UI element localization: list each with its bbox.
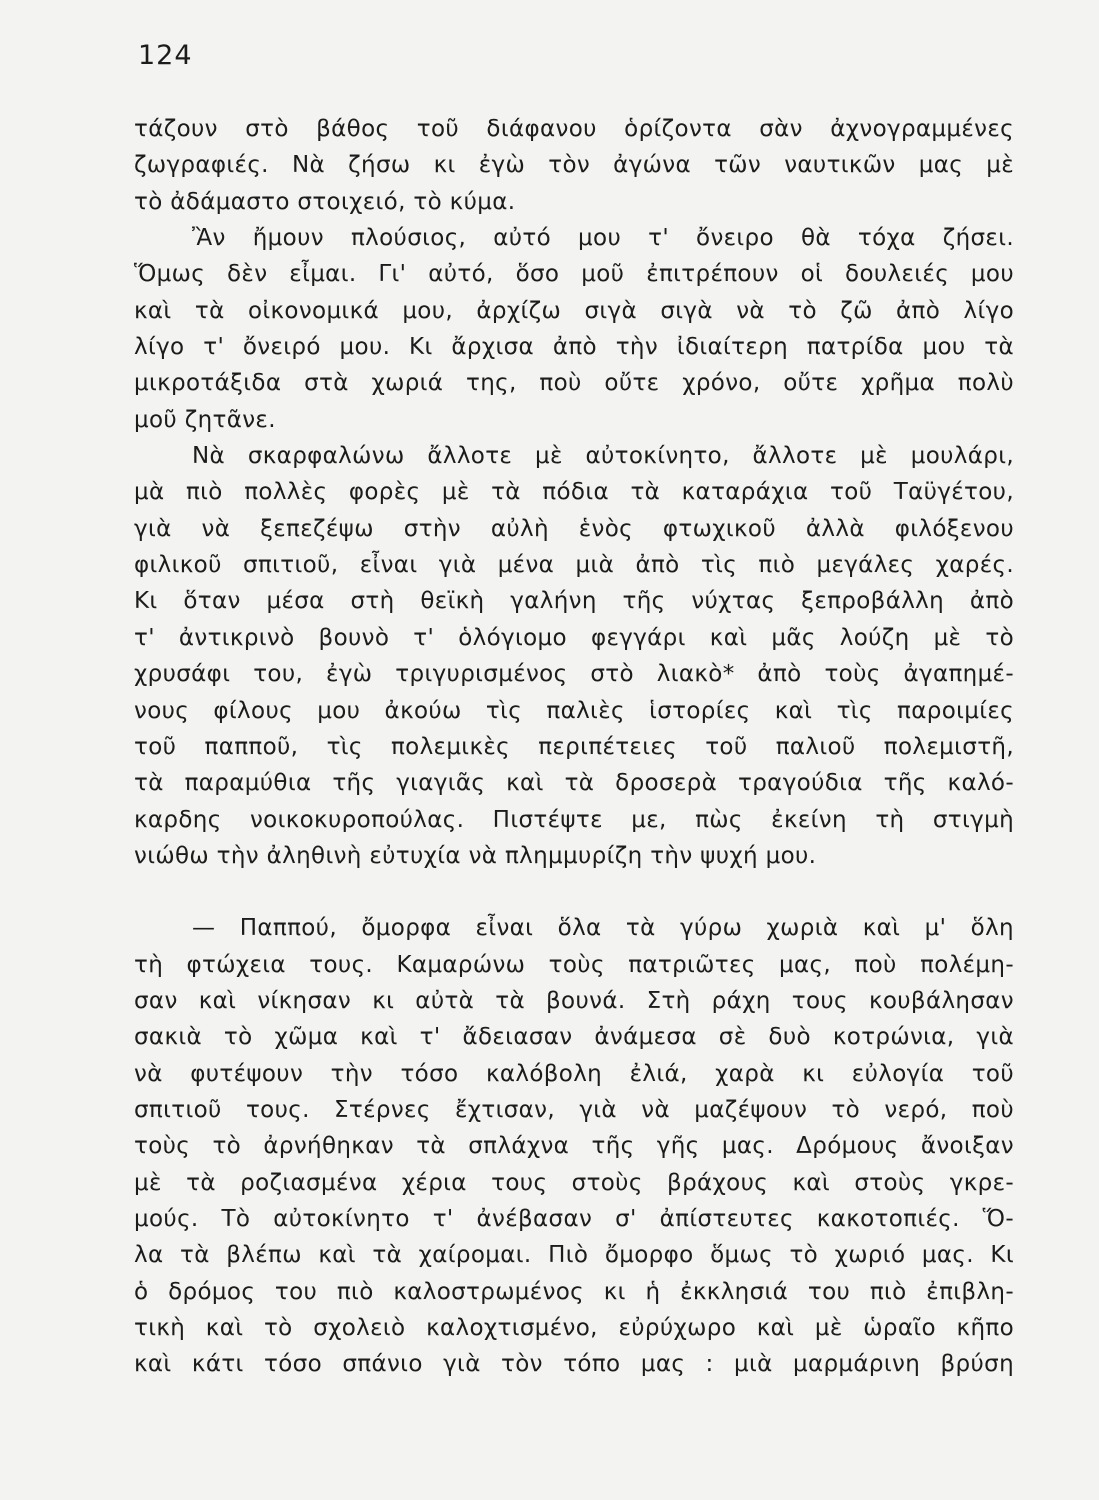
text-line: Ὅμως δὲν εἶμαι. Γι' αὐτό, ὅσο μοῦ ἐπιτρέπουν οἱ δουλειές μου xyxy=(134,261,1014,288)
text-line: σαν καὶ νίκησαν κι αὐτὰ τὰ βουνά. Στὴ ράχη τους κουβάλησαν xyxy=(134,987,1014,1014)
text-line: τοῦ παπποῦ, τὶς πολεμικὲς περιπέτειες τοῦ παλιοῦ πολεμιστῆ, xyxy=(134,733,1014,760)
text-line: Ἂν ἤμουν πλούσιος, αὐτό μου τ' ὄνειρο θὰ τόχα ζήσει. xyxy=(192,225,1014,252)
text-line: τ' ἀντικρινὸ βουνὸ τ' ὁλόγιομο φεγγάρι καὶ μᾶς λούζη μὲ τὸ xyxy=(134,624,1014,651)
text-line: τὰ παραμύθια τῆς γιαγιᾶς καὶ τὰ δροσερὰ τραγούδια τῆς καλό- xyxy=(134,770,1014,797)
paragraph xyxy=(134,910,1014,1382)
text-line: καρδης νοικοκυροπούλας. Πιστέψτε με, πὼς ἐκείνη τὴ στιγμὴ xyxy=(134,806,1014,833)
text-line: μοῦ ζητᾶνε. xyxy=(134,406,276,433)
text-line: σπιτιοῦ τους. Στέρνες ἔχτισαν, γιὰ νὰ μαζέψουν τὸ νερό, ποὺ xyxy=(134,1096,1014,1123)
text-line: λίγο τ' ὄνειρό μου. Κι ἄρχισα ἀπὸ τὴν ἰδιαίτερη πατρίδα μου τὰ xyxy=(134,334,1014,361)
text-line: γιὰ νὰ ξεπεζέψω στὴν αὐλὴ ἑνὸς φτωχικοῦ ἀλλὰ φιλόξενου xyxy=(134,515,1014,542)
page-number: 124 xyxy=(138,40,193,71)
text-line: νὰ φυτέψουν τὴν τόσο καλόβολη ἐλιά, χαρὰ κι εὐλογία τοῦ xyxy=(134,1060,1014,1087)
text-line: χρυσάφι του, ἐγὼ τριγυρισμένος στὸ λιακὸ* ἀπὸ τοὺς ἀγαπημέ- xyxy=(134,661,1014,688)
body-text xyxy=(134,111,1014,1383)
text-line: σακιὰ τὸ χῶμα καὶ τ' ἄδειασαν ἀνάμεσα σὲ δυὸ κοτρώνια, γιὰ xyxy=(134,1024,1014,1051)
text-line: τάζουν στὸ βάθος τοῦ διάφανου ὁρίζοντα σὰν ἀχνογραμμένες xyxy=(134,116,1014,142)
text-line: λα τὰ βλέπω καὶ τὰ χαίρομαι. Πιὸ ὄμορφο ὅμως τὸ χωριό μας. Κι xyxy=(134,1242,1014,1269)
text-line: φιλικοῦ σπιτιοῦ, εἶναι γιὰ μένα μιὰ ἀπὸ τὶς πιὸ μεγάλες χαρές. xyxy=(134,552,1014,579)
text-line: μούς. Τὸ αὐτοκίνητο τ' ἀνέβασαν σ' ἀπίστευτες κακοτοπιές. Ὅ- xyxy=(134,1205,1014,1232)
text-line: τικὴ καὶ τὸ σχολειὸ καλοχτισμένο, εὐρύχωρο καὶ μὲ ὡραῖο κῆπο xyxy=(134,1315,1014,1341)
text-line: Νὰ σκαρφαλώνω ἄλλοτε μὲ αὐτοκίνητο, ἄλλοτε μὲ μουλάρι, xyxy=(192,443,1014,470)
paragraph xyxy=(134,220,1014,438)
paragraph xyxy=(134,438,1014,874)
text-line: νιώθω τὴν ἀληθινὴ εὐτυχία νὰ πλημμυρίζη τὴν ψυχή μου. xyxy=(134,842,817,869)
text-line: τὴ φτώχεια τους. Καμαρώνω τοὺς πατριῶτες μας, ποὺ πολέμη- xyxy=(134,951,1014,978)
text-line: τοὺς τὸ ἀρνήθηκαν τὰ σπλάχνα τῆς γῆς μας. Δρόμους ἄνοιξαν xyxy=(134,1133,1014,1160)
text-line: μὰ πιὸ πολλὲς φορὲς μὲ τὰ πόδια τὰ καταράχια τοῦ Ταϋγέτου, xyxy=(134,479,1014,506)
paragraph-gap xyxy=(134,874,1014,910)
text-line: τὸ ἀδάμαστο στοιχειό, τὸ κύμα. xyxy=(134,188,516,215)
text-line: καὶ τὰ οἰκονομικά μου, ἀρχίζω σιγὰ σιγὰ νὰ τὸ ζῶ ἀπὸ λίγο xyxy=(134,297,1014,324)
text-line: νους φίλους μου ἀκούω τὶς παλιὲς ἱστορίες καὶ τὶς παροιμίες xyxy=(134,697,1014,724)
text-line: ὁ δρόμος του πιὸ καλοστρωμένος κι ἡ ἐκκλησιά του πιὸ ἐπιβλη- xyxy=(134,1278,1014,1305)
text-line: Κι ὅταν μέσα στὴ θεϊκὴ γαλήνη τῆς νύχτας ξεπροβάλλη ἀπὸ xyxy=(134,588,1014,615)
text-line: καὶ κάτι τόσο σπάνιο γιὰ τὸν τόπο μας : μιὰ μαρμάρινη βρύση xyxy=(134,1351,1014,1378)
paragraph xyxy=(134,111,1014,220)
text-line: μὲ τὰ ροζιασμένα χέρια τους στοὺς βράχους καὶ στοὺς γκρε- xyxy=(134,1169,1014,1196)
text-line: μικροτάξιδα στὰ χωριά της, ποὺ οὔτε χρόνο, οὔτε χρῆμα πολὺ xyxy=(134,370,1014,397)
text-line: ζωγραφιές. Νὰ ζήσω κι ἐγὼ τὸν ἀγώνα τῶν ναυτικῶν μας μὲ xyxy=(134,152,1014,179)
text-line: — Παππού, ὄμορφα εἶναι ὅλα τὰ γύρω χωριὰ καὶ μ' ὅλη xyxy=(192,915,1014,942)
